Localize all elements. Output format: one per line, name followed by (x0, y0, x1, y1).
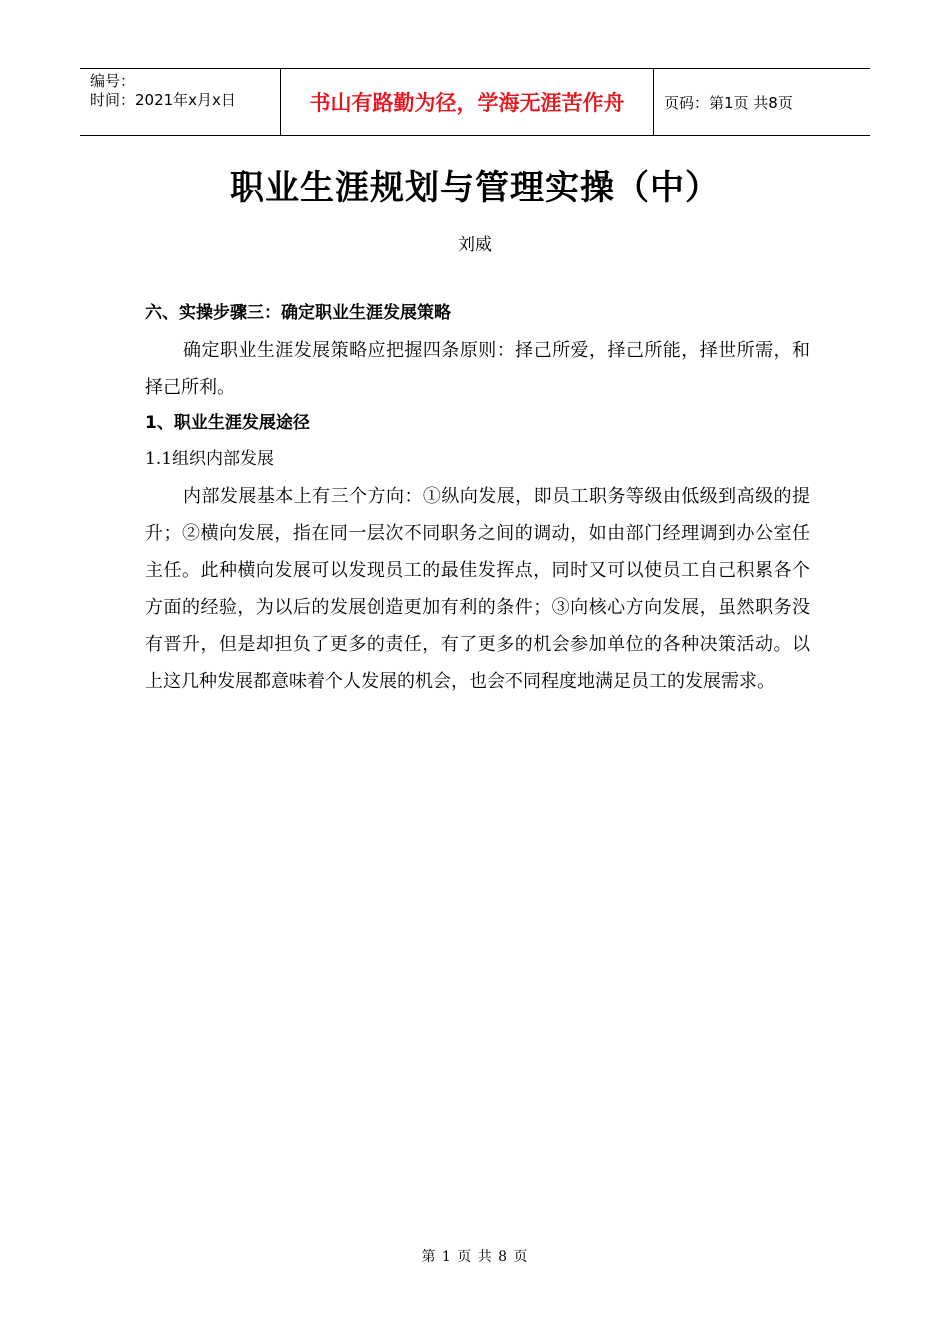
document-author: 刘威 (458, 235, 492, 255)
body-paragraph: 内部发展基本上有三个方向：①纵向发展，即员工职务等级由低级到高级的提升；②横向发展，指在同一层次不同职务之间的调动，如由部门经理调到办公室任主任。此种横向发展可以发现员工的最佳发挥点，同时又可以使员工自己积累各个方面的经验，为以后的发展创造更加有利的条件；③向核心方向发展，虽然职务没有晋升，但是却担负了更多的责任，有了更多的机会参加单位的各种决策活动。以上这几种发展都意味着个人发展的机会，也会不同程度地满足员工的发展需求。 (145, 486, 810, 692)
page-footer: 第 1 页 共 8 页 (421, 1249, 529, 1265)
document-body (145, 298, 810, 700)
document-title: 职业生涯规划与管理实操（中） (230, 168, 720, 208)
section-heading: 六、实操步骤三：确定职业生涯发展策略 (145, 303, 451, 323)
number-label: 编号： (90, 72, 136, 90)
header-table (80, 68, 870, 136)
time-label: 时间：2021年x月x日 (90, 91, 236, 109)
header-meta-cell (80, 69, 281, 135)
page-info-cell (654, 69, 870, 135)
subheading-career-paths: 1、职业生涯发展途径 (145, 413, 310, 433)
motto-text: 书山有路勤为径，学海无涯苦作舟 (309, 91, 625, 115)
intro-paragraph: 确定职业生涯发展策略应把握四条原则：择己所爱，择己所能，择世所需，和择己所利。 (145, 340, 810, 398)
motto-cell (281, 69, 654, 135)
page-info-text: 页码：第1页 共8页 (664, 93, 793, 112)
subheading-internal-development: 1.1组织内部发展 (145, 449, 275, 469)
